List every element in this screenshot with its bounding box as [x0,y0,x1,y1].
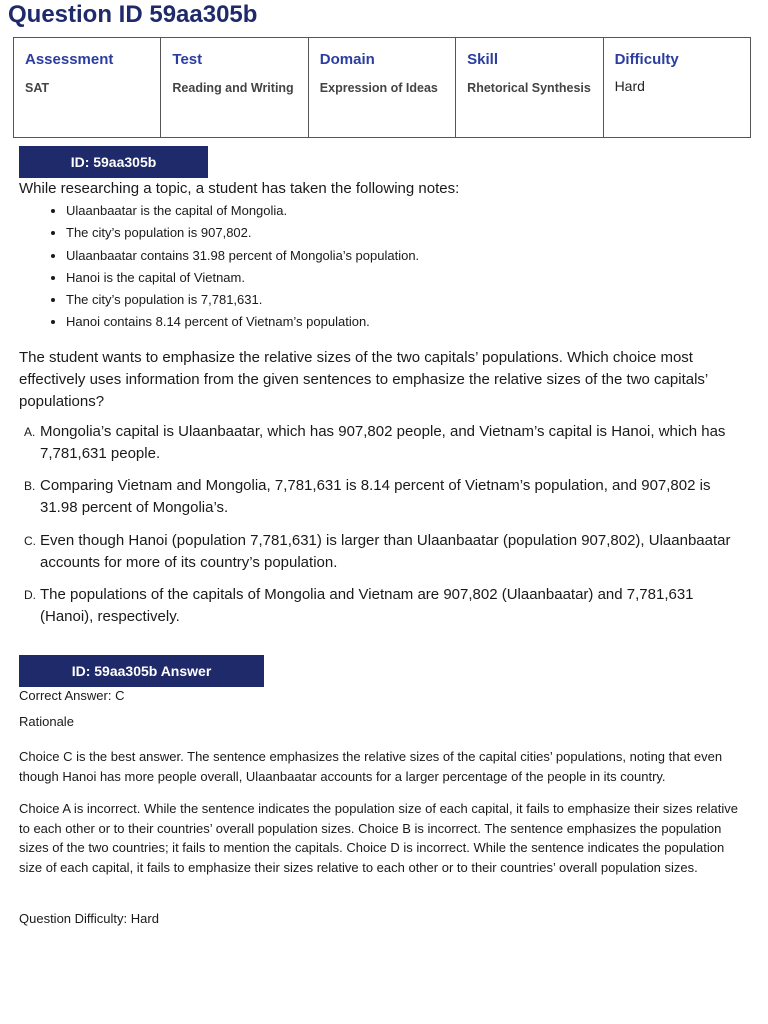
rationale-paragraph-1: Choice C is the best answer. The sentence emphasizes the relative sizes of the capital cities’ populations, noting that even though Hanoi has more people overall, Ulaanbaatar accounts for a larger percentage of the people in its country. [19,749,723,784]
meta-cell-test [161,38,308,138]
meta-value-difficulty: Hard [614,78,645,94]
choice-a-letter: A. [24,425,36,439]
choice-a-text: Mongolia’s capital is Ulaanbaatar, which has 907,802 people, and Vietnam’s capital is Hanoi, which has 7,781,631 people. [40,423,726,462]
meta-header-assessment: Assessment [25,51,114,68]
meta-value-test: Reading and Writing [172,81,294,95]
meta-cell-difficulty [603,38,750,138]
meta-value-skill: Rhetorical Synthesis [467,81,591,95]
choice-d [19,584,749,627]
question-text: The student wants to emphasize the relative sizes of the two capitals’ populations. Which choice most effectively uses information from the given sentences to emphasize the relative sizes of the two capitals’ populations? [19,349,708,410]
correct-answer: Correct Answer: C [19,688,125,703]
meta-value-assessment: SAT [25,81,50,95]
meta-header-skill: Skill [467,51,499,68]
note-item: • Ulaanbaatar is the capital of Mongolia. [66,201,419,223]
choice-b-text: Comparing Vietnam and Mongolia, 7,781,631 is 8.14 percent of Vietnam’s population, and 907,802 is 31.98 percent of Mongolia’s. [40,477,711,516]
choice-c [19,530,749,573]
choice-d-letter: D. [24,588,36,602]
meta-cell-skill [456,38,603,138]
choice-d-text: The populations of the capitals of Mongolia and Vietnam are 907,802 (Ulaanbaatar) and 7,781,631 (Hanoi), respectively. [40,586,694,625]
notes-list [46,201,419,335]
difficulty-footer: Question Difficulty: Hard [19,911,159,926]
meta-header-domain: Domain [319,51,375,68]
page-title: Question ID 59aa305b [8,1,258,28]
question-meta-table [13,37,751,138]
note-item: • Hanoi contains 8.14 percent of Vietnam’s population. [66,312,419,334]
meta-header-difficulty: Difficulty [614,51,679,68]
note-item: • Ulaanbaatar contains 31.98 percent of Mongolia’s population. [66,246,419,268]
choice-a [19,421,749,464]
meta-value-domain: Expression of Ideas [319,81,438,95]
rationale-label: Rationale [19,714,74,729]
question-id-banner: ID: 59aa305b [19,146,208,178]
meta-cell-assessment [14,38,161,138]
meta-cell-domain [308,38,455,138]
meta-header-test: Test [172,51,203,68]
choice-c-letter: C. [24,534,36,548]
stem-intro: While researching a topic, a student has taken the following notes: [19,180,460,197]
note-item: • Hanoi is the capital of Vietnam. [66,268,419,290]
choice-b-letter: B. [24,479,36,493]
rationale-paragraph-2: Choice A is incorrect. While the sentence indicates the population size of each capital, it fails to emphasize their sizes relative to each other or to their countries’ overall population sizes. Choice B is incorrect. The sentence emphasizes the population sizes of the two countries; it fails to mention the capitals. Choice D is incorrect. While the sentence indicates the population size of each capital, it fails to emphasize their sizes relative to each other or to their countries’ overall population sizes. [19,801,738,875]
note-item: • The city’s population is 7,781,631. [66,290,419,312]
choice-b [19,475,749,518]
answer-id-banner: ID: 59aa305b Answer [19,655,264,687]
note-item: • The city’s population is 907,802. [66,223,419,245]
choice-c-text: Even though Hanoi (population 7,781,631) is larger than Ulaanbaatar (population 907,802), Ulaanbaatar accounts for more of its country’s population. [40,532,731,571]
